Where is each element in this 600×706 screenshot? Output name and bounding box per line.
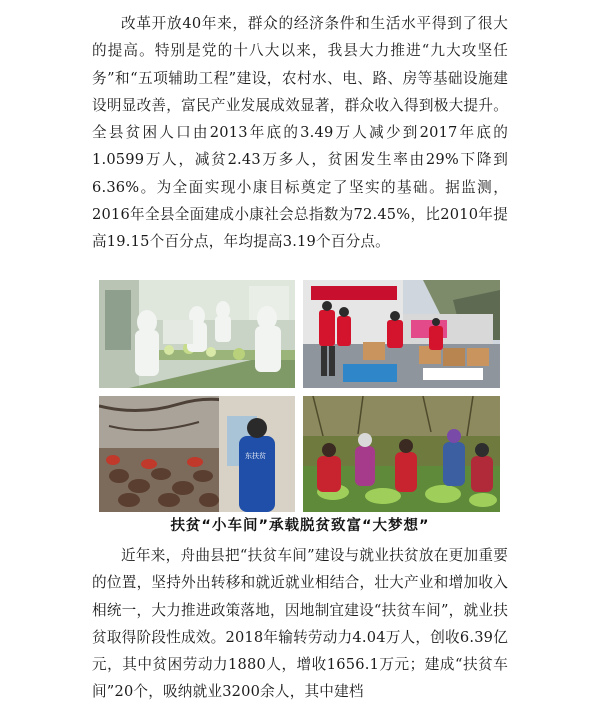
photo-villagers-field-harvest bbox=[303, 396, 500, 512]
photo-food-processing-workshop bbox=[99, 280, 295, 388]
photo-poultry-farm bbox=[99, 396, 295, 512]
workshop-paragraph: 近年来，舟曲县把“扶贫车间”建设与就业扶贫放在更加重要的位置，坚持外出转移和就近就业相结合，壮大产业和增加收入相统一，大力推进政策落地，因地制宜建设“扶贫车间”，就业扶贫取得阶段性成效。2018年输转劳动力4.04万人，创收6.39亿元，其中贫困劳动力1880人，增收1656.1万元；建成“扶贫车间”20个，吸纳就业3200余人，其中建档 bbox=[92, 547, 508, 701]
intro-paragraph: 改革开放40年来，群众的经济条件和生活水平得到了很大的提高。特别是党的十八大以来，我县大力推进“九大攻坚任务”和“五项辅助工程”建设，农村水、电、路、房等基础设施建设明显改善，富民产业发展成效显著，群众收入得到极大提升。全县贫困人口由2013年底的3.49万人减少到2017年底的1.0599万人，减贫2.43万多人，贫困发生率由29%下降到6.36%。为全面实现小康目标奠定了坚实的基础。据监测，2016年全县全面建成小康社会总指数为72.45%，比2010年提高19.15个百分点，年均提高3.19个百分点。 bbox=[92, 15, 508, 251]
photo-caption: 扶贫“小车间”承载脱贫致富“大梦想” bbox=[170, 518, 430, 534]
photo-poverty-relief-workers-boxes bbox=[303, 280, 500, 388]
svg-text:东扶贫: 东扶贫 bbox=[245, 452, 266, 460]
